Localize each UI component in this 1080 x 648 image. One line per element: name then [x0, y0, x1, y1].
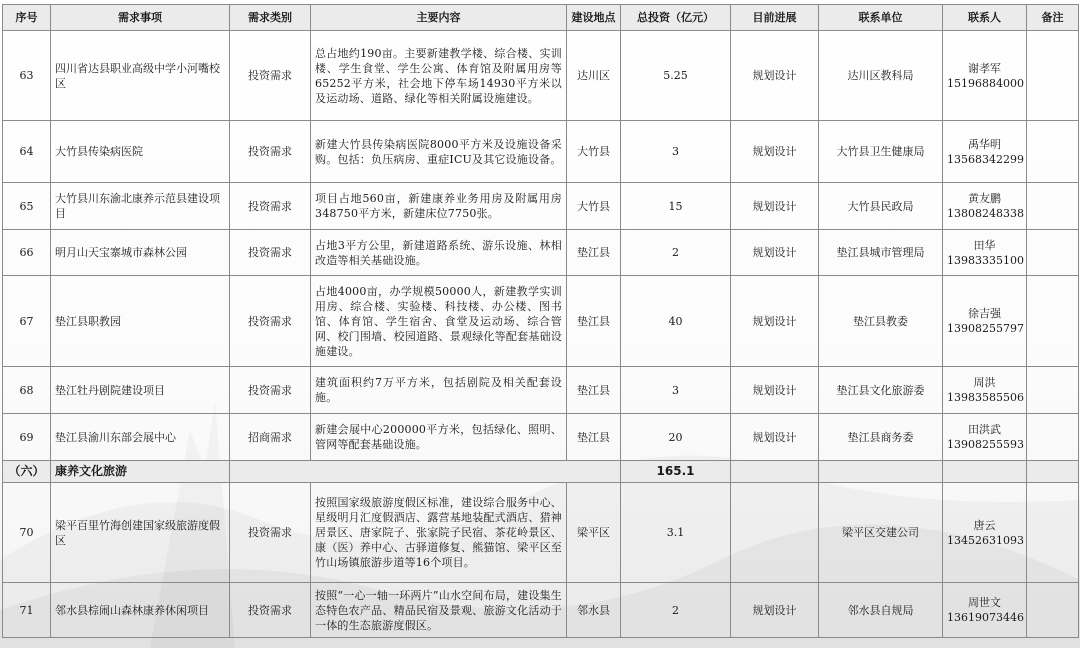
progress: 规划设计: [731, 183, 819, 230]
progress: 规划设计: [731, 230, 819, 276]
header-note: 备注: [1027, 5, 1079, 31]
row-number: 65: [3, 183, 51, 230]
row-number: 64: [3, 121, 51, 183]
item-name: 大竹县川东渝北康养示范县建设项目: [51, 183, 230, 230]
contact-unit: 垫江县文化旅游委: [819, 367, 943, 414]
section-title: 康养文化旅游: [51, 461, 230, 483]
section-cell: [943, 461, 1027, 483]
category: 投资需求: [230, 483, 311, 583]
location: 达川区: [567, 31, 621, 121]
item-name: 垫江县渝川东部会展中心: [51, 414, 230, 461]
note: [1027, 230, 1079, 276]
table-row: [3, 121, 1079, 183]
progress: 规划设计: [731, 31, 819, 121]
contact-phone: 13983585506: [947, 391, 1024, 404]
item-name: 垫江县职教园: [51, 276, 230, 367]
contact-unit: 达川区教科局: [819, 31, 943, 121]
category: 投资需求: [230, 367, 311, 414]
section-cell: [1027, 461, 1079, 483]
investment: 40: [621, 276, 731, 367]
contact-phone: 13808248338: [947, 207, 1024, 220]
progress: 规划设计: [731, 414, 819, 461]
table-body-b: [3, 483, 1079, 638]
note: [1027, 31, 1079, 121]
contact-phone: 15196884000: [947, 76, 1024, 90]
contact-unit: 垫江县商务委: [819, 414, 943, 461]
item-name: 垫江牡丹剧院建设项目: [51, 367, 230, 414]
contact-name: 禹华明: [968, 137, 1001, 151]
investment: 3.1: [621, 483, 731, 583]
contact-name: 唐云: [973, 518, 996, 532]
category: 投资需求: [230, 583, 311, 638]
row-number: 68: [3, 367, 51, 414]
section-investment: 165.1: [621, 461, 731, 483]
header-contact: 联系人: [943, 5, 1027, 31]
category: 投资需求: [230, 31, 311, 121]
contact-unit: 邻水县自规局: [819, 583, 943, 638]
note: [1027, 367, 1079, 414]
contact-person: [943, 367, 1027, 414]
main-content: 建筑面积约7万平方米，包括剧院及相关配套设施。: [311, 367, 567, 414]
section-blank: [230, 461, 621, 483]
section-number: （六）: [3, 461, 51, 483]
main-content: 按照国家级旅游度假区标准，建设综合服务中心、星级明月汇度假酒店、露营基地装配式酒店、猎神居景区、唐家院子、张家院子民宿、茶花岭景区、康（医）养中心、古驿道修复、熊猫馆、梁平区至竹山场镇旅游步道等16个项目。: [311, 483, 567, 583]
row-number: 66: [3, 230, 51, 276]
main-content: 占地4000亩，办学规模50000人，新建教学实训用房、综合楼、实验楼、科技楼、办公楼、图书馆、体育馆、学生宿舍、食堂及运动场、综合管网、校门围墙、校园道路、景观绿化等配套基础设施建设。: [311, 276, 567, 367]
contact-name: 黄友鹏: [968, 192, 1001, 205]
table-row: [3, 31, 1079, 121]
contact-person: [943, 31, 1027, 121]
contact-person: [943, 183, 1027, 230]
row-number: 67: [3, 276, 51, 367]
category: 投资需求: [230, 276, 311, 367]
location: 邻水县: [567, 583, 621, 638]
category: 招商需求: [230, 414, 311, 461]
category: 投资需求: [230, 121, 311, 183]
table-row: [3, 414, 1079, 461]
investment: 2: [621, 583, 731, 638]
progress: 规划设计: [731, 583, 819, 638]
progress: 规划设计: [731, 276, 819, 367]
table-row: [3, 583, 1079, 638]
contact-person: [943, 583, 1027, 638]
row-number: 63: [3, 31, 51, 121]
contact-person: [943, 230, 1027, 276]
main-content: 项目占地560亩，新建康养业务用房及附属用房348750平方米，新建床位7750张。: [311, 183, 567, 230]
section-body: [3, 461, 1079, 483]
header-category: 需求类别: [230, 5, 311, 31]
contact-unit: 垫江县教委: [819, 276, 943, 367]
progress: [731, 483, 819, 583]
category: 投资需求: [230, 183, 311, 230]
location: 垫江县: [567, 230, 621, 276]
contact-unit: 大竹县民政局: [819, 183, 943, 230]
investment: 3: [621, 121, 731, 183]
item-name: 四川省达县职业高级中学小河嘴校区: [51, 31, 230, 121]
contact-phone: 13908255593: [947, 438, 1024, 451]
contact-name: 田洪武: [968, 423, 1001, 436]
investment: 3: [621, 367, 731, 414]
contact-name: 周洪: [973, 376, 996, 389]
contact-person: [943, 121, 1027, 183]
main-content: 占地3平方公里，新建道路系统、游乐设施、林相改造等相关基础设施。: [311, 230, 567, 276]
item-name: 梁平百里竹海创建国家级旅游度假区: [51, 483, 230, 583]
location: 大竹县: [567, 121, 621, 183]
note: [1027, 183, 1079, 230]
section-cell: [731, 461, 819, 483]
table-row: [3, 183, 1079, 230]
row-number: 69: [3, 414, 51, 461]
header-row: [3, 5, 1079, 31]
note: [1027, 276, 1079, 367]
header-progress: 目前进展: [731, 5, 819, 31]
contact-name: 谢孝军: [968, 61, 1001, 75]
item-name: 大竹县传染病医院: [51, 121, 230, 183]
contact-phone: 13619073446: [947, 611, 1024, 624]
investment: 5.25: [621, 31, 731, 121]
main-content: 总占地约190亩。主要新建教学楼、综合楼、实训楼、学生食堂、学生公寓、体育馆及附属用房等65252平方米，社会地下停车场14930平方米以及运动场、道路、绿化等相关附属设施建设。: [311, 31, 567, 121]
investment: 2: [621, 230, 731, 276]
contact-unit: 大竹县卫生健康局: [819, 121, 943, 183]
row-number: 71: [3, 583, 51, 638]
header-no: 序号: [3, 5, 51, 31]
header-unit: 联系单位: [819, 5, 943, 31]
section-row: [3, 461, 1079, 483]
location: 垫江县: [567, 414, 621, 461]
contact-unit: 梁平区交建公司: [819, 483, 943, 583]
contact-phone: 13983335100: [947, 253, 1024, 267]
table-row: [3, 276, 1079, 367]
category: 投资需求: [230, 230, 311, 276]
item-name: 邻水县棕闹山森林康养休闲项目: [51, 583, 230, 638]
header-investment: 总投资（亿元）: [621, 5, 731, 31]
contact-phone: 13908255797: [947, 322, 1024, 335]
note: [1027, 483, 1079, 583]
location: 垫江县: [567, 276, 621, 367]
table-body-a: [3, 31, 1079, 461]
contact-person: [943, 483, 1027, 583]
investment: 20: [621, 414, 731, 461]
contact-person: [943, 414, 1027, 461]
contact-person: [943, 276, 1027, 367]
location: 梁平区: [567, 483, 621, 583]
contact-name: 徐吉强: [968, 307, 1001, 320]
header-location: 建设地点: [567, 5, 621, 31]
section-cell: [819, 461, 943, 483]
contact-name: 田华: [973, 238, 996, 252]
contact-phone: 13452631093: [947, 533, 1024, 547]
table-row: [3, 483, 1079, 583]
progress: 规划设计: [731, 121, 819, 183]
location: 垫江县: [567, 367, 621, 414]
investment: 15: [621, 183, 731, 230]
main-content: 按照“一心一轴一环两片”山水空间布局，建设集生态特色农产品、精品民宿及景观、旅游文化活动于一体的生态旅游度假区。: [311, 583, 567, 638]
progress: 规划设计: [731, 367, 819, 414]
table-row: [3, 230, 1079, 276]
note: [1027, 583, 1079, 638]
project-table: [2, 4, 1079, 638]
contact-phone: 13568342299: [947, 152, 1024, 166]
main-content: 新建会展中心200000平方米，包括绿化、照明、管网等配套基础设施。: [311, 414, 567, 461]
contact-name: 周世文: [968, 596, 1001, 609]
item-name: 明月山天宝寨城市森林公园: [51, 230, 230, 276]
note: [1027, 414, 1079, 461]
main-content: 新建大竹县传染病医院8000平方米及设施设备采购。包括：负压病房、重症ICU及其它设施设备。: [311, 121, 567, 183]
header-content: 主要内容: [311, 5, 567, 31]
table-row: [3, 367, 1079, 414]
location: 大竹县: [567, 183, 621, 230]
header-item: 需求事项: [51, 5, 230, 31]
row-number: 70: [3, 483, 51, 583]
contact-unit: 垫江县城市管理局: [819, 230, 943, 276]
note: [1027, 121, 1079, 183]
